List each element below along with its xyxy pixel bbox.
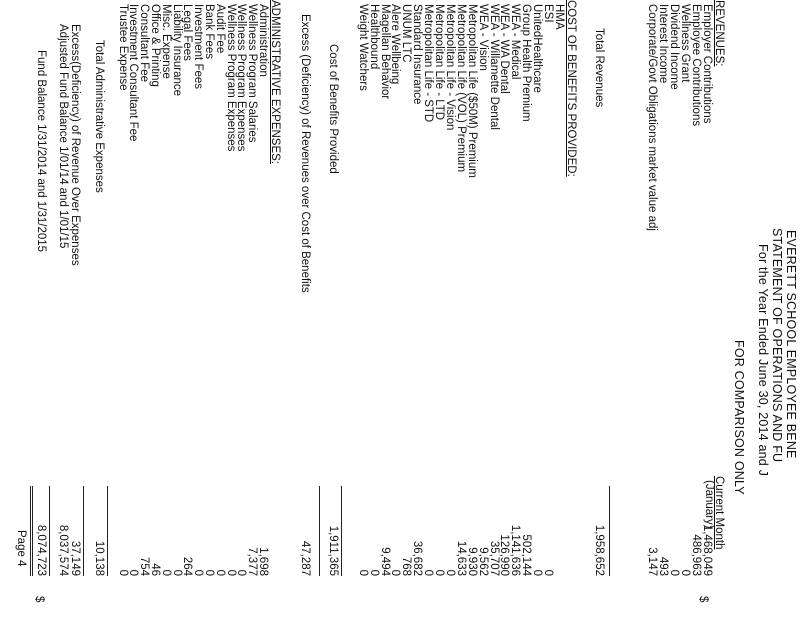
excess-over-benefits-value: 47,287: [299, 540, 311, 576]
line-item-label: Metropolitan Life ($50M) Premium: [465, 4, 478, 178]
line-item-label: Metropolitan Life - Vision: [444, 4, 456, 131]
line-item-label: Interest Income: [657, 4, 669, 84]
line-item-value: 0: [679, 569, 691, 576]
line-item-value: 9,930: [465, 547, 478, 576]
line-item-value: 0: [159, 569, 172, 576]
line-item-value: 0: [116, 569, 129, 576]
line-item-label: Employer Contributions: [701, 4, 713, 124]
line-item-value: 1,698: [257, 547, 269, 576]
line-item-value: 3,147: [646, 547, 658, 576]
line-item-label: Investment Fees: [192, 4, 205, 90]
line-item-label: Audit Fee: [213, 4, 226, 54]
line-item-label: Wellness Program Expenses: [235, 4, 248, 152]
line-item-label: Misc. Expense: [159, 4, 172, 79]
line-item-value: 0: [127, 569, 140, 576]
line-item-label: Group Health Premium: [520, 4, 533, 122]
line-item-value: 0: [531, 569, 544, 576]
fund-balance-rule: [49, 486, 50, 576]
line-item-value: 0: [389, 569, 402, 576]
line-item-value: 264: [181, 556, 194, 576]
line-item-label: Consultant Fee: [138, 4, 151, 82]
admin-total-value: 10,138: [93, 540, 105, 576]
line-item-value: 1,141,636: [509, 524, 522, 576]
currency-symbol: $: [697, 596, 709, 603]
line-item-label: WEA - Medical: [509, 4, 522, 80]
line-item-label: Liability Insurance: [170, 4, 183, 97]
comparison-note: FOR COMPARISON ONLY: [732, 340, 746, 495]
line-item-label: Healthbound: [367, 4, 380, 70]
line-item-value: 36,682: [411, 540, 424, 576]
line-item-value: 768: [400, 556, 413, 576]
adjusted-fund-balance-value: 8,037,574: [57, 524, 69, 576]
line-item-value: 0: [203, 569, 215, 576]
line-item-label: Metropolitan Life (VOL) Premium: [454, 4, 467, 173]
line-item-value: 0: [444, 569, 456, 576]
line-item-value: 1,468,049: [701, 524, 713, 576]
line-item-value: 0: [356, 569, 369, 576]
line-item-value: 486,963: [690, 534, 702, 576]
statement-subtitle: STATEMENT OF OPERATIONS AND FU: [770, 228, 784, 463]
line-item-label: Office & Printing: [149, 4, 161, 87]
line-item-value: 754: [138, 556, 151, 576]
line-item-label: Bank Fees: [203, 4, 215, 59]
line-item-label: HMA: [553, 4, 565, 30]
line-item-label: Investment Consultant Fee: [127, 4, 140, 142]
line-item-label: ESI: [542, 4, 555, 23]
fund-balance-double-rule: [30, 486, 33, 576]
line-item-label: Metropolitan Life - STD: [422, 4, 435, 123]
line-item-label: Dividend Income: [668, 4, 680, 90]
line-item-value: 0: [433, 569, 446, 576]
line-item-label: Standard Insurance: [411, 4, 424, 105]
line-item-value: 0: [668, 569, 680, 576]
line-item-value: 0: [367, 569, 380, 576]
line-item-value: 0: [170, 569, 183, 576]
page-number: Page 4: [15, 530, 27, 567]
summary-rule: [83, 486, 84, 576]
cost-of-benefits-heading: COST OF BENEFITS PROVIDED:: [565, 0, 577, 177]
line-item-label: Administration: [257, 4, 269, 77]
fund-balance-currency-symbol: $: [33, 596, 45, 603]
line-item-value: 493: [657, 556, 669, 576]
total-revenues-label: Total Revenues: [593, 28, 605, 108]
line-item-label: Wellness Grant: [679, 4, 691, 83]
line-item-value: 0: [224, 569, 237, 576]
line-item-label: Magellan Behavior: [378, 4, 391, 100]
line-item-value: 9,562: [476, 547, 489, 576]
excess-revenue-over-expenses-label: Excess(Deficiency) of Revenue Over Expenses: [69, 24, 81, 266]
line-item-label: Legal Fees: [181, 4, 194, 61]
line-item-label: Alere Wellbeing: [389, 4, 402, 85]
line-item-value: 46: [149, 563, 161, 576]
cost-total-rule: [341, 486, 342, 576]
column-header-current-month: Current Month: [713, 476, 725, 550]
total-revenues-value: 1,958,652: [593, 524, 605, 576]
line-item-label: UNUM LTC: [400, 4, 413, 63]
line-item-value: 0: [213, 569, 226, 576]
line-item-value: 14,633: [454, 540, 467, 576]
line-item-label: Weight Watchers: [356, 4, 369, 91]
line-item-value: 7,377: [246, 547, 259, 576]
statement-period: For the Year Ended June 30, 2014 and J: [756, 244, 770, 477]
line-item-label: WEA - Willamette Dental: [487, 4, 500, 130]
line-item-value: 0: [542, 569, 555, 576]
excess-revenue-over-expenses-value: 37,149: [69, 540, 81, 576]
line-item-value: 126,990: [498, 534, 511, 576]
line-item-value: 502,144: [520, 534, 533, 576]
revenues-total-rule: [609, 486, 610, 576]
column-header-month-name: (January): [703, 480, 715, 529]
excess-benefits-rule: [319, 486, 320, 576]
excess-over-benefits-label: Excess (Deficiency) of Revenues over Cost of Benefits: [299, 14, 311, 293]
line-item-value: 0: [422, 569, 435, 576]
line-item-label: UnitedHealthcare: [531, 4, 544, 93]
admin-expenses-heading: ADMINISTRATIVE EXPENSES:: [269, 0, 281, 165]
line-item-label: WEA - Vision: [476, 4, 489, 71]
fund-balance-label: Fund Balance 1/31/2014 and 1/31/2015: [35, 50, 47, 253]
line-item-value: 0: [235, 569, 248, 576]
cost-of-benefits-total-value: 1,911,365: [327, 525, 339, 576]
admin-total-label: Total Administrative Expenses: [93, 40, 105, 193]
line-item-label: Employee Contributions: [690, 4, 702, 127]
adjusted-fund-balance-label: Adjusted Fund Balance 1/01/14 and 1/01/15: [57, 24, 69, 249]
fund-balance-value: 8,074,723: [35, 524, 47, 576]
statement-title: EVERETT SCHOOL EMPLOYEE BENE: [784, 230, 798, 459]
revenues-heading: REVENUES:: [713, 0, 725, 67]
line-item-label: Trustee Expense: [116, 4, 129, 91]
line-item-value: 9,494: [378, 547, 391, 576]
line-item-label: Metropolitan Life - LTD: [433, 4, 446, 121]
line-item-value: 0: [192, 569, 205, 576]
line-item-value: 35,707: [487, 540, 500, 576]
cost-of-benefits-total-label: Cost of Benefits Provided: [327, 44, 339, 174]
line-item-label: WEA - WA Dental: [498, 4, 511, 94]
line-item-label: Wellness Program Salaries: [246, 4, 259, 143]
line-item-label: Corporate/Govt Obligations market value adj: [646, 4, 658, 231]
admin-total-rule: [107, 486, 108, 576]
line-item-label: Wellness Program Expenses: [224, 4, 237, 152]
